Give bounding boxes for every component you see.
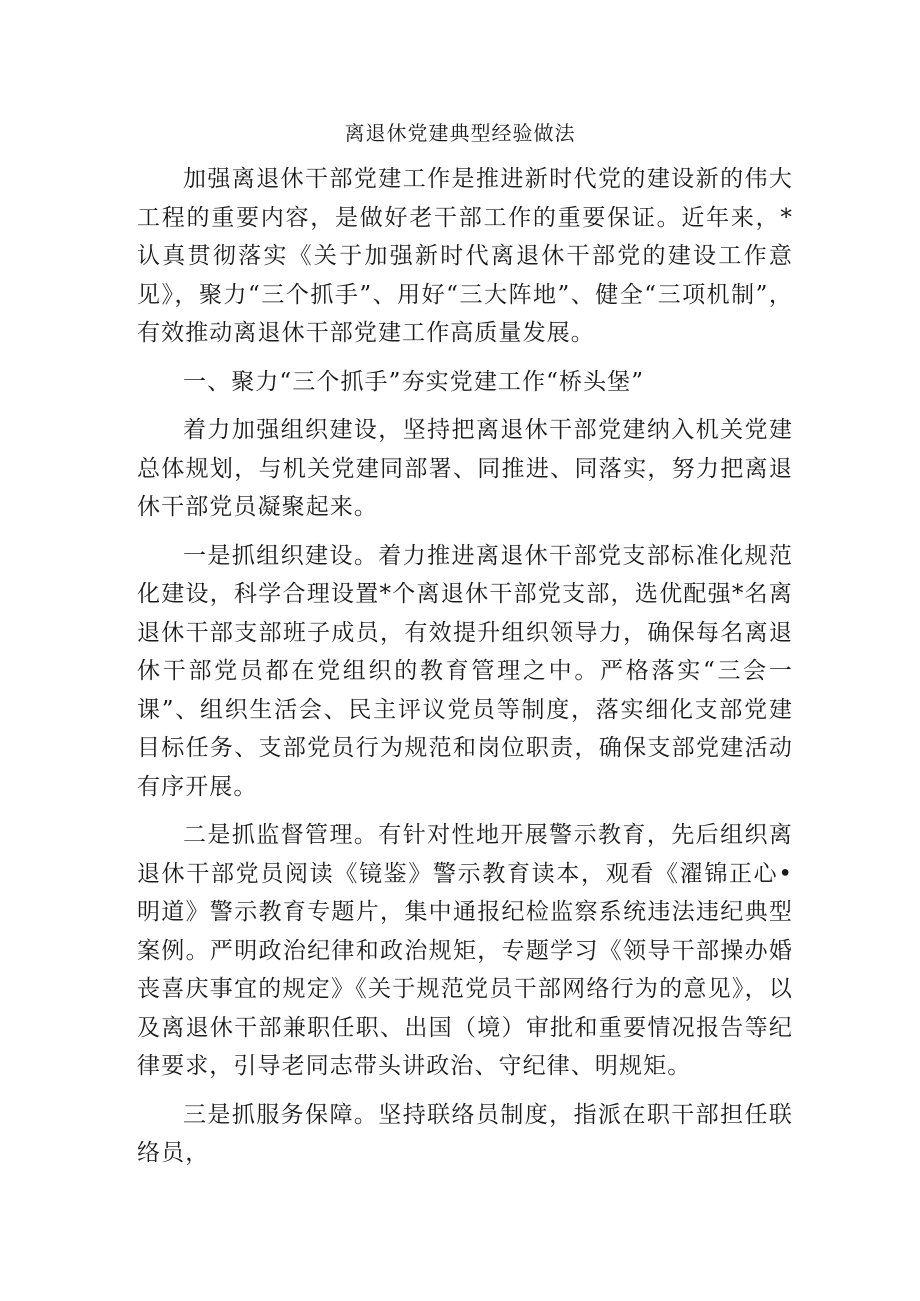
paragraph-point-1: 一是抓组织建设。着力推进离退休干部党支部标准化规范化建设，科学合理设置*个离退休干部党支部，选优配强*名离退休干部支部班子成员，有效提升组织领导力，确保每名离退休干部党员都在党组织的教育管理之中。严格落实“三会一课”、组织生活会、民主评议党员等制度，落实细化支部党建目标任务、支部党员行为规范和岗位职责，确保支部党建活动有序开展。	[137, 542, 793, 800]
document-title: 离退休党建典型经验做法	[344, 121, 576, 145]
paragraph-point-2: 二是抓监督管理。有针对性地开展警示教育，先后组织离退休干部党员阅读《镜鉴》警示教育读本，观看《濯锦正心•明道》警示教育专题片，集中通报纪检监察系统违法违纪典型案例。严明政治纪律和政治规矩，专题学习《领导干部操办婚丧喜庆事宜的规定》《关于规范党员干部网络行为的意见》，以及离退休干部兼职任职、出国（境）审批和重要情况报告等纪律要求，引导老同志带头讲政治、守纪律、明规矩。	[137, 822, 793, 1079]
paragraph-intro: 加强离退休干部党建工作是推进新时代党的建设新的伟大工程的重要内容，是做好老干部工作的重要保证。近年来，*认真贯彻落实《关于加强新时代离退休干部党的建设工作意见》，聚力“三个抓手”、用好“三大阵地”、健全“三项机制”，有效推动离退休干部党建工作高质量发展。	[137, 166, 793, 346]
document-body	[137, 160, 793, 1183]
paragraph-point-3: 三是抓服务保障。坚持联络员制度，指派在职干部担任联络员，	[137, 1101, 793, 1166]
section-heading-1: 一、聚力“三个抓手”夯实党建工作“桥头堡”	[183, 368, 645, 395]
paragraph-organization: 着力加强组织建设，坚持把离退休干部党建纳入机关党建总体规划，与机关党建同部署、同推进、同落实，努力把离退休干部党员凝聚起来。	[137, 417, 793, 520]
